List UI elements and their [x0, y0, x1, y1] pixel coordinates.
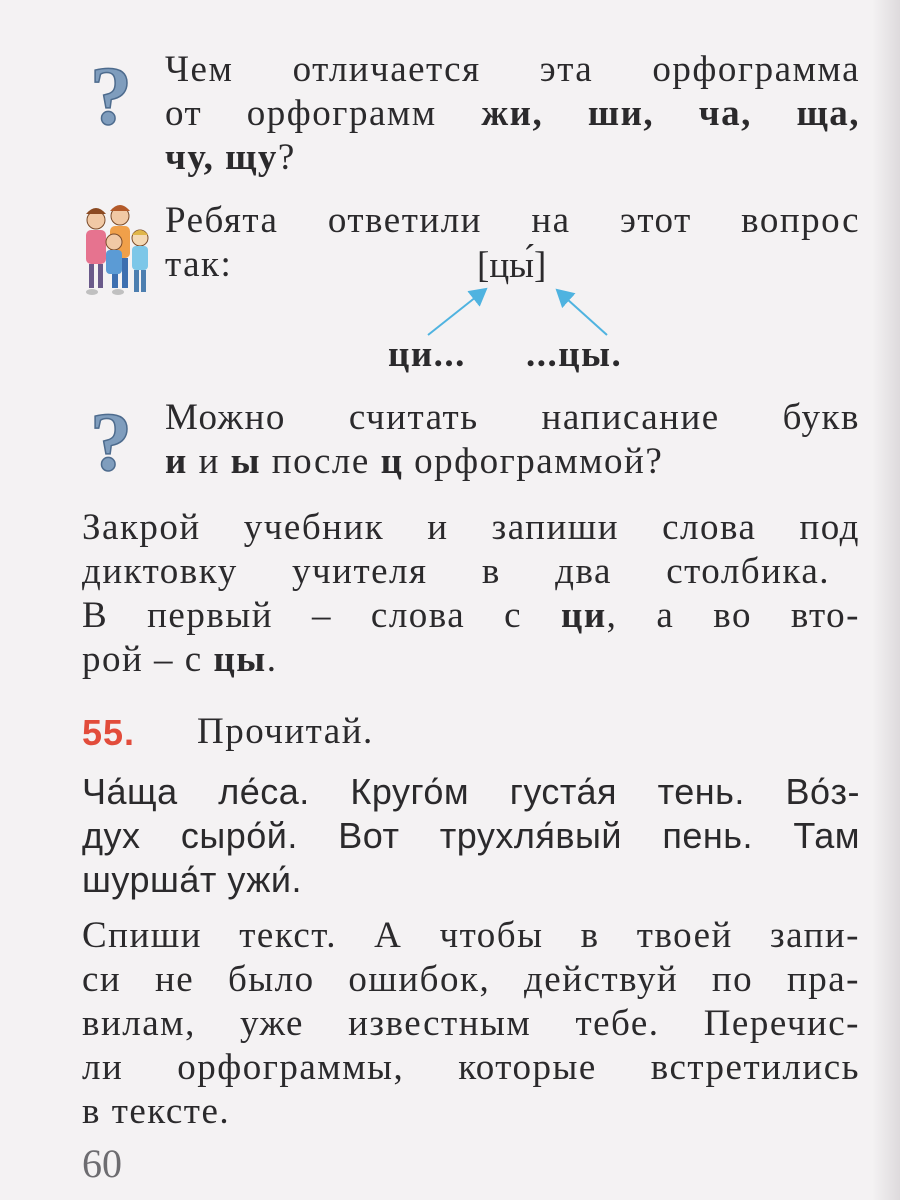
kids-answer-line1: Ребята ответили на этот вопрос — [165, 200, 860, 241]
svg-text:?: ? — [90, 52, 132, 137]
dictation-line2: диктовку учителя в два столбика. — [82, 551, 830, 592]
copy-task-line5: в тексте. — [82, 1091, 231, 1132]
question1-line1: Чем отличается эта орфограмма — [165, 49, 860, 90]
exercise-title: Прочитай. — [197, 711, 374, 752]
children-illustration — [78, 202, 156, 302]
question1-line2: от орфограмм жи, ши, ча, ща, — [165, 93, 860, 134]
question2-line2: и и ы после ц орфограммой? — [165, 441, 664, 482]
left-word: ци... — [388, 334, 466, 375]
dictation-line3: В первый – слова с ци, а во вто- — [82, 595, 860, 636]
transcription: [цы́] — [477, 245, 547, 286]
question-mark-icon — [82, 398, 142, 483]
copy-task-line2: си не было ошибок, действуй по пра- — [82, 959, 860, 1000]
copy-task-line4: ли орфограммы, которые встретились — [82, 1047, 860, 1088]
page-edge-shadow — [872, 0, 900, 1200]
page-number: 60 — [82, 1141, 122, 1186]
copy-task-line3: вилам, уже известным тебе. Перечис- — [82, 1003, 860, 1044]
question2-line1: Можно считать написание букв — [165, 397, 860, 438]
arrow-icon — [420, 280, 620, 340]
poem-line1: Ча́ща ле́са. Круго́м густа́я тень. Во́з- — [82, 771, 860, 812]
dictation-line1: Закрой учебник и запиши слова под — [82, 507, 860, 548]
dictation-line4: рой – с цы. — [82, 639, 278, 680]
kids-answer-line2: так: — [165, 244, 233, 285]
question-mark-icon — [82, 52, 142, 137]
poem-line2: дух сыро́й. Вот трухля́вый пень. Там — [82, 815, 860, 856]
right-word: ...цы. — [526, 334, 623, 375]
copy-task-line1: Спиши текст. А чтобы в твоей запи- — [82, 915, 860, 956]
svg-text:?: ? — [90, 398, 132, 483]
exercise-number: 55. — [82, 712, 136, 753]
poem-line3: шурша́т ужи́. — [82, 859, 302, 900]
question1-line3: чу, щу? — [165, 137, 296, 178]
